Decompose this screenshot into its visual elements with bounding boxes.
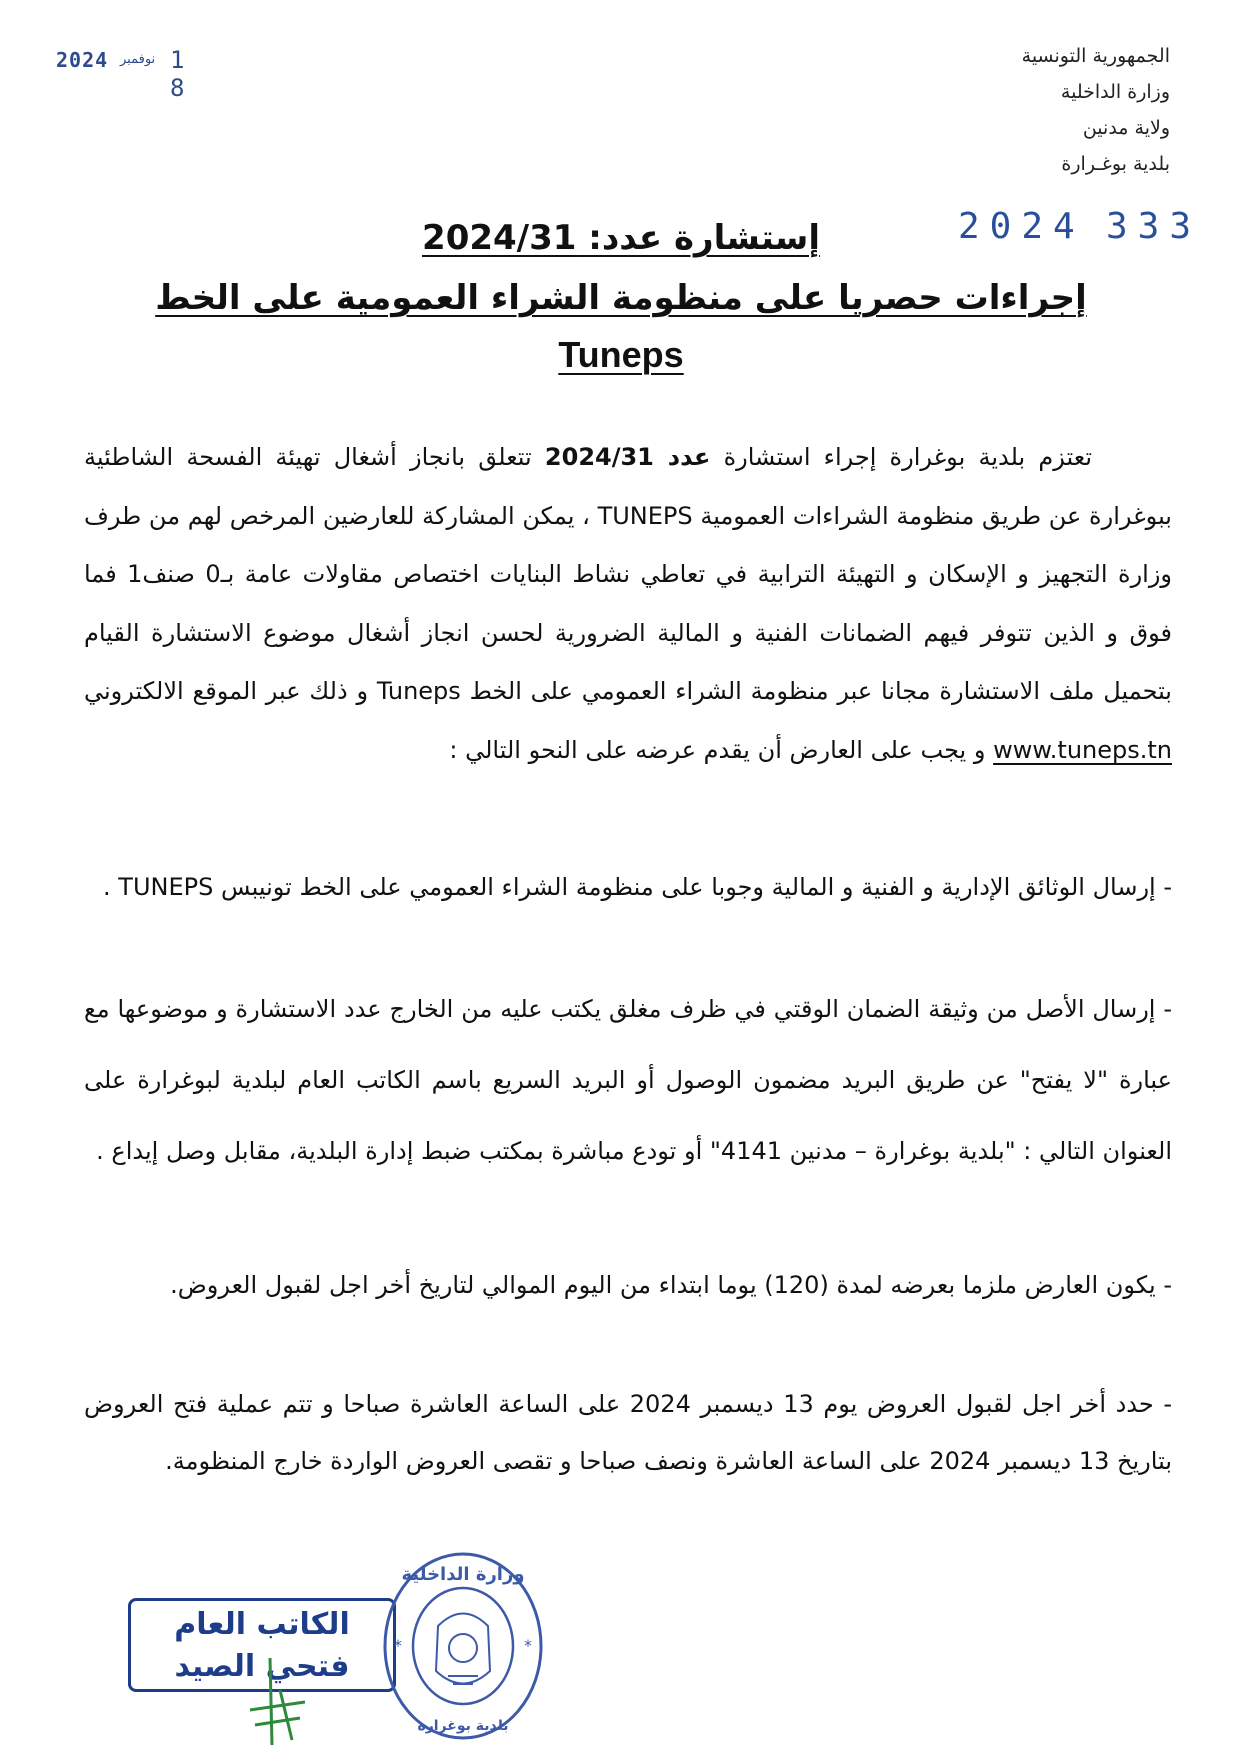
registration-year: 2024 [958, 206, 1085, 247]
svg-text:بلدية بوغرارة: بلدية بوغرارة [417, 1718, 509, 1734]
signatory-name: فتحي الصيد [174, 1649, 350, 1684]
letterhead-municipality: بلدية بوغـرارة [1061, 153, 1170, 175]
bullet-deadline: - حدد أخر اجل لقبول العروض يوم 13 ديسمبر 2024 على الساعة العاشرة صباحا و تتم عملية فتح العروض بتاريخ 13 ديسمبر 2024 على الساعة العاشرة ونصف صباحا و تقصى العروض الواردة خارج المنظومة. [84, 1390, 1172, 1475]
intro-text-3: و يجب على العارض أن يقدم عرضه على النحو التالي : [449, 735, 994, 764]
letterhead-ministry: وزارة الداخلية [1060, 81, 1170, 103]
letterhead [930, 38, 1170, 182]
bullet-guarantee: - إرسال الأصل من وثيقة الضمان الوقتي في ظرف مغلق يكتب عليه من الخارج عدد الاستشارة و موضوعها مع عبارة "لا يفتح" عن طريق البريد مضمون الوصول أو البريد السريع باسم الكاتب العام لبلدية لبوغرارة على العنوان التالي : "بلدية بوغرارة – مدنين 4141" أو تودع مباشرة بمكتب ضبط إدارة البلدية، مقابل وصل إيداع . [84, 995, 1172, 1165]
date-stamp-year: 2024 [56, 48, 109, 72]
procedure-title: إجراءات حصريا على منظومة الشراء العمومية على الخط [155, 278, 1087, 318]
tuneps-website-link[interactable]: www.tuneps.tn [993, 735, 1172, 764]
consultation-title: إستشارة عدد: 2024/31 [422, 218, 820, 258]
municipal-seal [378, 1546, 548, 1746]
received-date-stamp [52, 44, 222, 102]
registration-number: 333 [1106, 206, 1202, 247]
letterhead-governorate: ولاية مدنين [1082, 117, 1170, 139]
bullet-validity: - يكون العارض ملزما بعرضه لمدة (120) يوما ابتداء من اليوم الموالي لتاريخ أخر اجل لقبول العروض. [170, 1271, 1172, 1299]
intro-text-1: تعتزم بلدية بوغرارة إجراء استشارة [710, 443, 1093, 471]
date-stamp-day: 1 8 [170, 46, 190, 102]
system-title: Tuneps [558, 334, 684, 375]
svg-text:*: * [394, 1636, 402, 1655]
date-stamp-month: نوفمبر [120, 52, 156, 67]
svg-text:وزارة الداخلية: وزارة الداخلية [401, 1564, 525, 1585]
intro-text-2: تتعلق بانجاز أشغال تهيئة الفسحة الشاطئية ببوغرارة عن طريق منظومة الشراءات العمومية TUNEPS ، يمكن المشاركة للعارضين المرخص لهم من طرف وزارة التجهيز و الإسكان و التهيئة الترابية في تعاطي نشاط البنايات اختصاص مقاولات عامة بـ0 صنف1 فما فوق و الذين تتوفر فيهم الضمانات الفنية و المالية الضرورية لحسن انجاز أشغال موضوع الاستشارة القيام بتحميل ملف الاستشارة مجانا عبر منظومة الشراء العمومي على الخط Tuneps و ذلك عبر الموقع الالكتروني [84, 443, 1173, 705]
intro-paragraph [84, 428, 1172, 779]
bullet-documents: - إرسال الوثائق الإدارية و الفنية و المالية وجوبا على منظومة الشراء العمومي على الخط تونيبس TUNEPS . [103, 873, 1172, 901]
consultation-number: عدد 2024/31 [544, 443, 711, 471]
signatory-title: الكاتب العام [174, 1607, 350, 1642]
svg-text:*: * [524, 1636, 532, 1655]
letterhead-country: الجمهورية التونسية [1021, 45, 1170, 67]
handwritten-signature [230, 1650, 320, 1750]
